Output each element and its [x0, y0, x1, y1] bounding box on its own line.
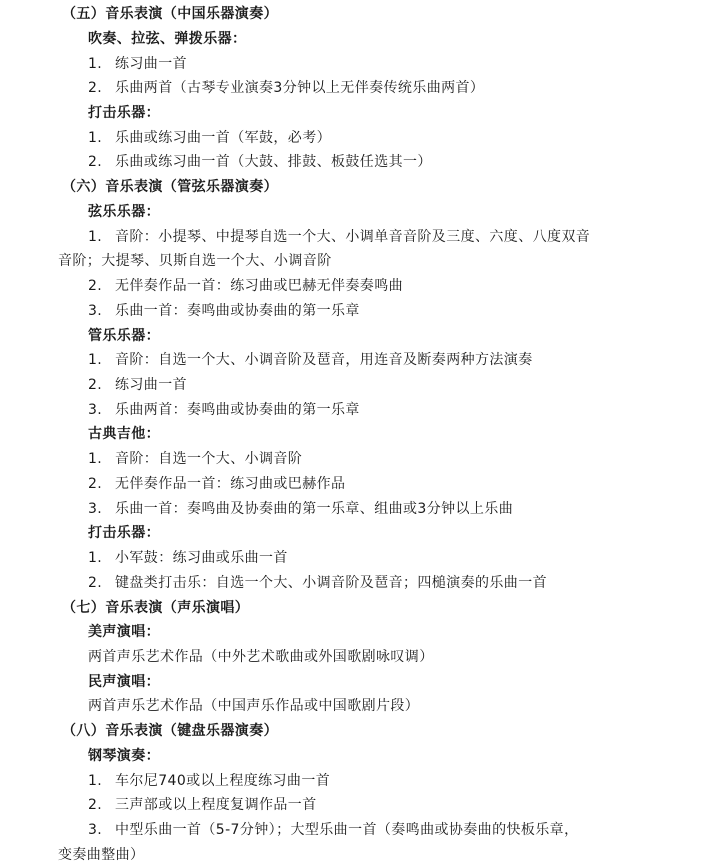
list-number: 2. [88, 797, 103, 813]
list-item [88, 795, 317, 815]
list-text: 三声部或以上程度复调作品一首 [115, 797, 317, 813]
list-item-continuation: 音阶；大提琴、贝斯自选一个大、小调音阶 [58, 253, 332, 269]
list-item [88, 128, 331, 148]
list-text: 乐曲一首：奏鸣曲或协奏曲的第一乐章 [115, 303, 360, 319]
list-item [88, 474, 345, 494]
list-item [88, 276, 403, 296]
list-number: 2. [88, 377, 103, 393]
list-text: 乐曲两首：奏鸣曲或协奏曲的第一乐章 [115, 402, 360, 418]
section-heading: （八）音乐表演（键盘乐器演奏） [62, 723, 278, 739]
list-text: 音阶：自选一个大、小调音阶及琶音，用连音及断奏两种方法演奏 [115, 352, 533, 368]
list-number: 3. [88, 402, 103, 418]
list-item [88, 771, 330, 791]
list-item [88, 548, 288, 568]
list-item [88, 152, 432, 172]
subsection-heading: 美声演唱： [88, 624, 160, 640]
list-number: 2. [88, 476, 103, 492]
list-number: 2. [88, 154, 103, 170]
list-text: 乐曲或练习曲一首（军鼓，必考） [115, 130, 331, 146]
list-item [88, 301, 360, 321]
list-text: 练习曲一首 [115, 377, 187, 393]
section-heading: （六）音乐表演（管弦乐器演奏） [62, 179, 278, 195]
list-number: 1. [88, 550, 103, 566]
subsection-heading: 打击乐器： [88, 525, 160, 541]
paragraph-text: 两首声乐艺术作品（中外艺术歌曲或外国歌剧咏叹调） [88, 649, 434, 665]
list-text: 小军鼓：练习曲或乐曲一首 [115, 550, 288, 566]
list-text: 乐曲两首（古琴专业演奏3分钟以上无伴奏传统乐曲两首） [115, 80, 485, 96]
list-number: 1. [88, 352, 103, 368]
list-text: 乐曲或练习曲一首（大鼓、排鼓、板鼓任选其一） [115, 154, 432, 170]
subsection-heading: 钢琴演奏： [88, 748, 160, 764]
list-number: 1. [88, 56, 103, 72]
list-text: 乐曲一首：奏鸣曲及协奏曲的第一乐章、组曲或3分钟以上乐曲 [115, 501, 514, 517]
list-number: 1. [88, 451, 103, 467]
subsection-heading: 古典吉他： [88, 426, 160, 442]
list-number: 3. [88, 822, 103, 838]
list-number: 1. [88, 229, 103, 245]
subsection-heading: 吹奏、拉弦、弹拨乐器： [88, 31, 247, 47]
list-number: 1. [88, 130, 103, 146]
list-text: 音阶：小提琴、中提琴自选一个大、小调单音音阶及三度、六度、八度双音 [115, 229, 591, 245]
list-number: 2. [88, 80, 103, 96]
list-item [88, 227, 590, 247]
subsection-heading: 弦乐乐器： [88, 204, 160, 220]
subsection-heading: 管乐乐器： [88, 328, 160, 344]
list-text: 键盘类打击乐：自选一个大、小调音阶及琶音；四槌演奏的乐曲一首 [115, 575, 547, 591]
list-text: 练习曲一首 [115, 56, 187, 72]
list-item [88, 499, 513, 519]
list-number: 3. [88, 303, 103, 319]
list-item [88, 820, 578, 840]
list-item [88, 54, 187, 74]
paragraph-text: 两首声乐艺术作品（中国声乐作品或中国歌剧片段） [88, 698, 420, 714]
list-number: 3. [88, 501, 103, 517]
list-item [88, 573, 547, 593]
list-item [88, 78, 484, 98]
list-text: 车尔尼740或以上程度练习曲一首 [115, 773, 331, 789]
section-heading: （七）音乐表演（声乐演唱） [62, 600, 250, 616]
subsection-heading: 打击乐器： [88, 105, 160, 121]
list-item-continuation: 变奏曲整曲） [58, 847, 145, 863]
list-text: 无伴奏作品一首：练习曲或巴赫作品 [115, 476, 346, 492]
list-text: 无伴奏作品一首：练习曲或巴赫无伴奏奏鸣曲 [115, 278, 403, 294]
list-item [88, 375, 187, 395]
list-number: 2. [88, 575, 103, 591]
list-item [88, 400, 360, 420]
subsection-heading: 民声演唱： [88, 674, 160, 690]
section-heading: （五）音乐表演（中国乐器演奏） [62, 6, 278, 22]
list-text: 音阶：自选一个大、小调音阶 [115, 451, 303, 467]
list-item [88, 449, 302, 469]
list-item [88, 350, 533, 370]
list-text: 中型乐曲一首（5-7分钟）；大型乐曲一首（奏鸣曲或协奏曲的快板乐章， [115, 822, 579, 838]
list-number: 2. [88, 278, 103, 294]
list-number: 1. [88, 773, 103, 789]
